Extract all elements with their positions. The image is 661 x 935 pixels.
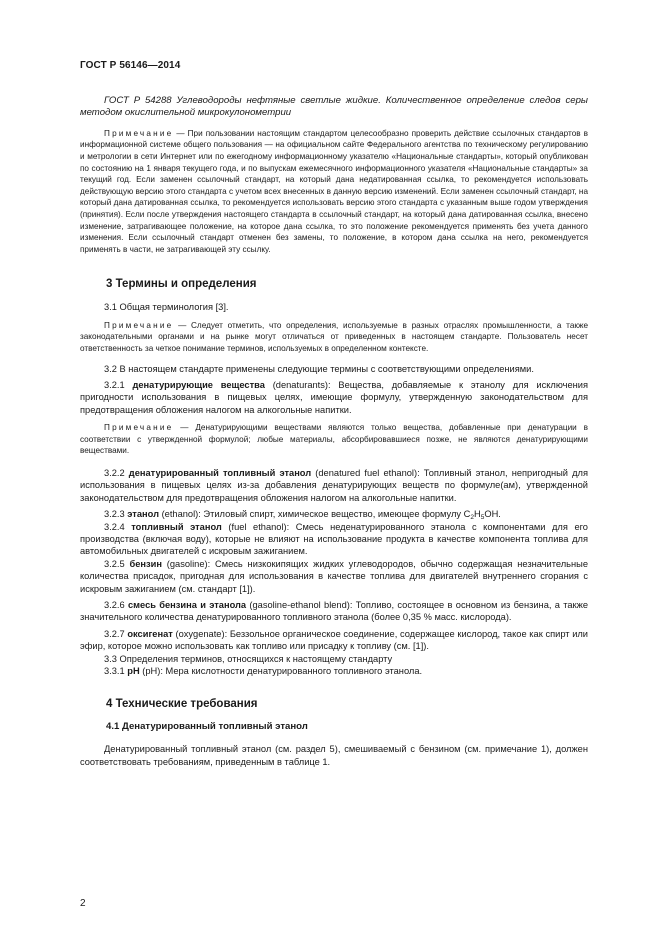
note-label: Примечание [104,128,174,138]
term-definition: (gasoline): Смесь низкокипящих жидких углеводородов, обычно содержащая незначительные количества присадок, пригодная для использования в качестве топлива для двигателей внутреннего сгорания с искровым зажиганием (см. стандарт [1]). [80,558,588,594]
term-number: 3.2.6 [104,600,128,610]
page-number: 2 [80,898,86,909]
formula-subscript: 5 [480,514,485,522]
term-name: pH [127,666,140,677]
subsection-4-1-title: 4.1 Денатурированный топливный этанол [106,721,308,733]
term-number: 3.2.7 [104,628,128,639]
clause-3-1: 3.1 Общая терминология [3]. [104,302,229,313]
term-3-3-1 [80,665,588,677]
term-name: денатурирующие вещества [132,379,265,390]
section-3-title: 3 Термины и определения [106,278,257,291]
term-name: этанол [127,509,159,520]
note-text: — При пользовании настоящим стандартом целесообразно проверить действие ссылочных стандартов в информационной системе общего пользования — на официальном сайте Федерального агентства по техническому регулированию и метрологии в сети Интернет или по ежегодному информационному указателю «Национальные стандарты», который опубликован по состоянию на 1 января текущего года, и по выпускам ежемесячного информационного указателя «Национальные стандарты» за текущий год. Если заменен ссылочный стандарт, на который дана недатированная ссылка, то рекомендуется использовать действующую версию этого стандарта с учетом всех внесенных в данную версию изменений. Если заменен ссылочный стандарт, на который дана датированная ссылка, то рекомендуется использовать версию этого стандарта с указанным выше годом утверждения (принятия). Если после утверждения настоящего стандарта в ссылочный стандарт, на который дана датированная ссылка, внесено изменение, затрагивающее положение, на которое дана ссылка, то это положение рекомендуется применять без учета данного изменения. Если ссылочный стандарт отменен без замены, то положение, в котором дана ссылка на него, рекомендуется применять в части, не затрагивающей эту ссылку. [80,128,588,254]
term-3-2-5 [80,558,588,595]
term-name: топливный этанол [131,521,222,532]
note-text: — Денатурирующими веществами являются только вещества, добавленные при денатурации в соответствии с утвержденной формулой; любые материалы, абсорбировавшиеся позже, не являются денатурирующими веществами. [80,423,588,456]
term-name: бензин [129,558,162,569]
term-number: 3.2.4 [104,521,132,532]
term-definition: (denaturants): Вещества, добавляемые к этанолу для исключения пригодности использования в пищевых целях, имеющие формулу, утвержденную законодательством для предотвращения обложения налогом на алкогольные напитки. [80,379,588,415]
term-name: денатурированный топливный этанол [128,467,312,478]
normative-reference: ГОСТ Р 54288 Углеводороды нефтяные светлые жидкие. Количественное определение следов серы методом окислительной микрокулонометрии [80,95,588,119]
term-3-2-6 [80,599,588,624]
note-reference-usage [80,128,588,256]
term-number: 3.2.1 [104,379,133,390]
term-definition: (gasoline-ethanol blend): Топливо, состоящее в основном из бензина, а также значительного количества денатурированного топливного этанола (более 0,35 % масс. кислорода). [80,600,588,623]
term-definition: (ethanol): Этиловый спирт, химическое вещество, имеющее формулу C [158,509,471,520]
clause-3-2: 3.2 В настоящем стандарте применены следующие термины с соответствующими определениями. [104,363,534,374]
term-definition: (fuel ethanol): Смесь неденатурированного этанола с компонентами для его производства (включая воду), которые не влияют на использование продукта в качестве компонента топлива для автомобильных двигателей с искровым зажиганием. [80,521,588,557]
note-terminology [80,320,588,355]
term-3-2-4 [80,521,588,558]
term-definition: (oxygenate): Беззольное органическое соединение, содержащее кислород, такое как спирт или эфир, которое можно использовать как топливо или присадку к топливу (см. [1]). [80,628,589,652]
term-number: 3.2.2 [104,467,129,478]
note-denaturants [80,422,588,457]
term-3-2-2 [80,467,588,504]
term-number: 3.2.5 [104,558,130,569]
term-3-2-7 [80,628,588,653]
clause-3-3: 3.3 Определения терминов, относящихся к настоящему стандарту [104,653,393,664]
note-label: Примечание [104,320,174,330]
term-number: 3.3.1 [104,666,128,677]
term-3-2-1 [80,379,588,416]
note-text: — Следует отметить, что определения, используемые в разных отраслях промышленности, а также законодательными органами и на рынке могут отличаться от приведенных в настоящем стандарте. Пользователь несет ответственность за четкое понимание терминов, используемых в определенном контексте. [80,320,588,353]
formula-part: OH. [484,509,501,520]
formula-part: H [474,509,481,520]
term-number: 3.2.3 [104,509,128,520]
term-3-2-3 [80,508,588,520]
document-header: ГОСТ Р 56146—2014 [80,60,181,71]
term-definition: (denatured fuel ethanol): Топливный этанол, непригодный для использования в пищевых целях из-за добавления денатурирующих веществ по формуле(ам), утвержденной законодательством для предотвращения обложения налогом на алкогольные напитки. [80,467,588,503]
term-name: смесь бензина и этанола [127,600,247,610]
term-name: оксигенат [127,628,173,639]
section-4-title: 4 Технические требования [106,698,258,711]
document-body [80,95,588,768]
term-definition: (pH): Мера кислотности денатурированного топливного этанола. [139,666,423,677]
clause-4-1-text: Денатурированный топливный этанол (см. раздел 5), смешиваемый с бензином (см. примечание 1), должен соответствовать требованиям, приведенным в таблице 1. [80,744,588,767]
formula-subscript: 2 [470,514,474,522]
note-label: Примечание [104,423,174,433]
